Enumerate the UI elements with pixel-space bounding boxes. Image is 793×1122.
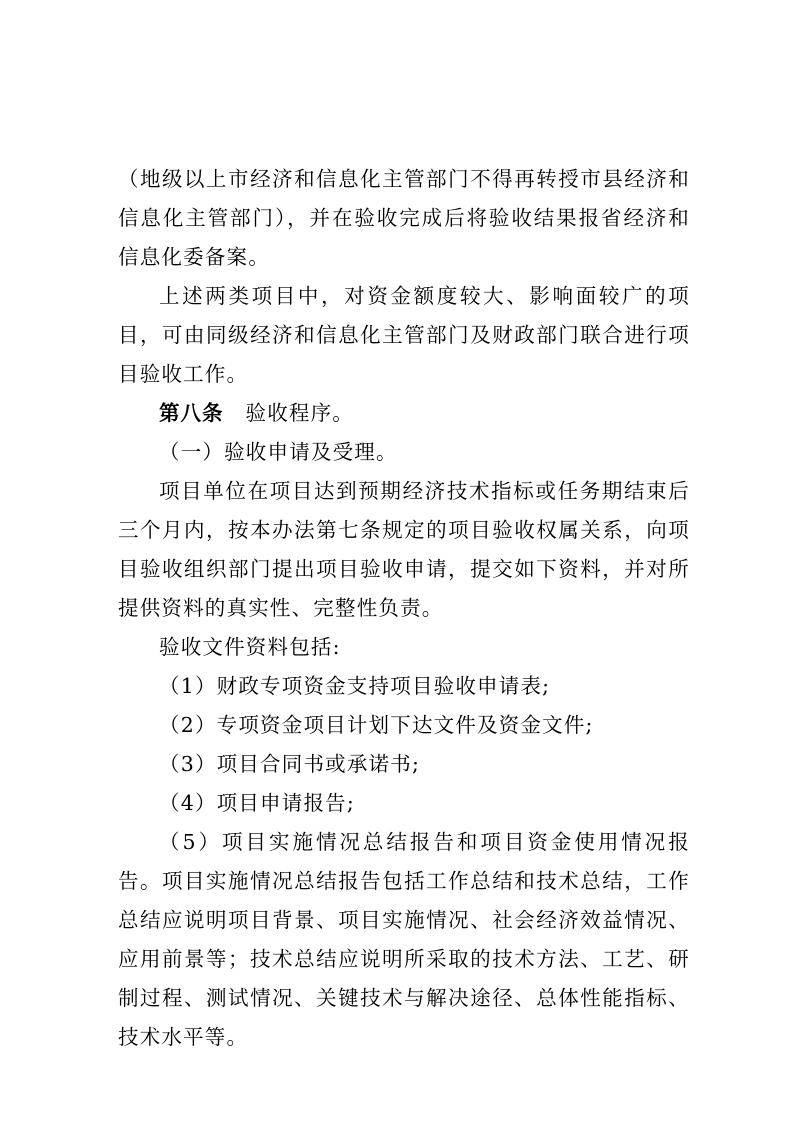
list-item-2: （2）专项资金项目计划下达文件及资金文件; xyxy=(159,713,594,737)
paragraph-document-list-intro: 验收文件资料包括: xyxy=(159,635,341,659)
paragraph-application-requirements: 项目单位在项目达到预期经济技术指标或任务期结束后三个月内，按本办法第七条规定的项目验收权属关系，向项目验收组织部门提出项目验收申请，提交如下资料，并对所提供资料的真实性、完整性负责。 xyxy=(118,479,690,620)
paragraph-approval-report: （地级以上市经济和信息化主管部门不得再转授市县经济和信息化主管部门），并在验收完成后将验收结果报省经济和信息化委备案。 xyxy=(118,167,690,269)
article-8 xyxy=(118,394,690,433)
list-item-5: （5）项目实施情况总结报告和项目资金使用情况报告。项目实施情况总结报告包括工作总结和技术总结，工作总结应说明项目背景、项目实施情况、社会经济效益情况、应用前景等；技术总结应说明所采取的技术方法、工艺、研制过程、测试情况、关键技术与解决途径、总体性能指标、技术水平等。 xyxy=(118,830,690,1049)
list-item-1: （1）财政专项资金支持项目验收申请表; xyxy=(159,674,551,698)
document-body xyxy=(118,160,690,1057)
paragraph-joint-acceptance: 上述两类项目中，对资金额度较大、影响面较广的项目，可由同级经济和信息化主管部门及财政部门联合进行项目验收工作。 xyxy=(118,284,690,386)
article-8-title: 验收程序。 xyxy=(245,401,354,425)
section-1-heading: （一）验收申请及受理。 xyxy=(159,440,398,464)
list-item-4: （4）项目申请报告; xyxy=(159,791,355,815)
article-8-heading: 第八条 xyxy=(159,401,224,425)
list-item-3: （3）项目合同书或承诺书; xyxy=(159,752,421,776)
